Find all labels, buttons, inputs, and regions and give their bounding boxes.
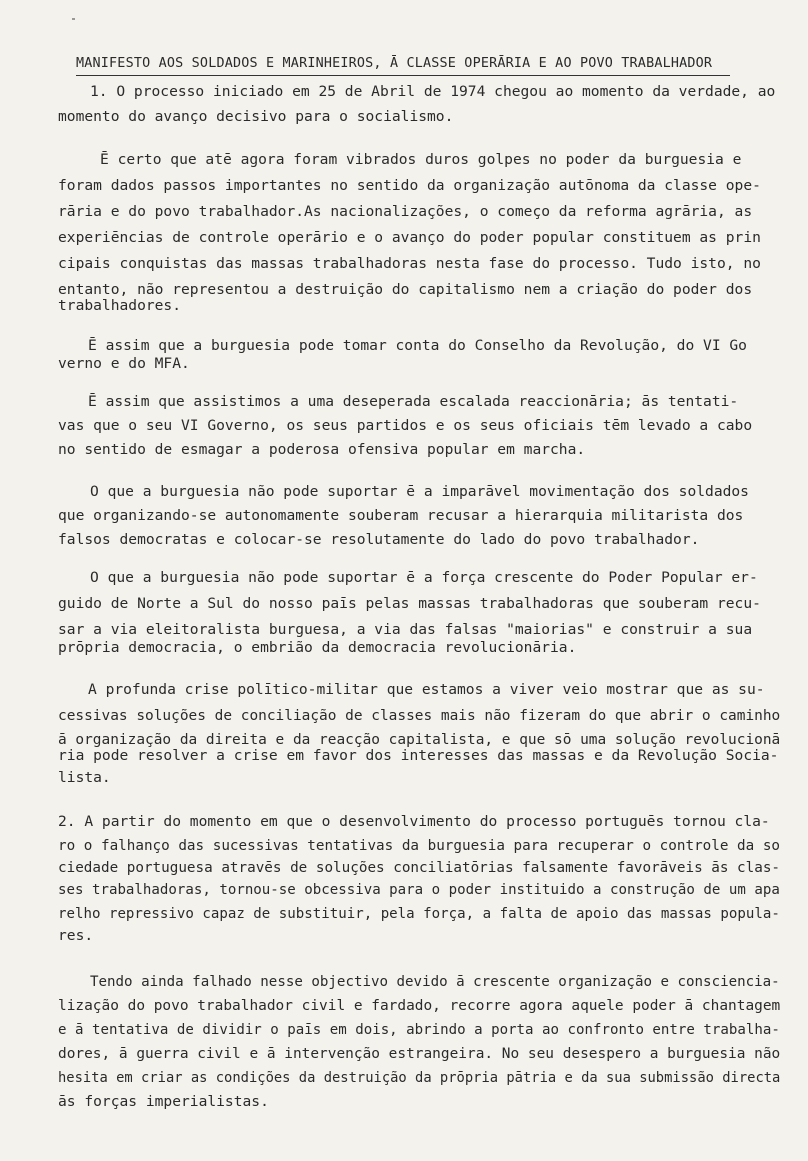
text-line: ria pode resolver a crise em favor dos interesses das massas e da Revolução Socia- <box>58 747 779 764</box>
text-line: hesita em criar as condições da destruição da prōpria pātria e da sua submissão directa <box>58 1069 781 1086</box>
text-line: trabalhadores. <box>58 297 182 314</box>
text-line: e ā tentativa de dividir o paīs em dois, abrindo a porta ao confronto entre trabalha- <box>58 1021 780 1038</box>
text-line: cipais conquistas das massas trabalhadoras nesta fase do processo. Tudo isto, no <box>58 255 761 272</box>
text-line: lização do povo trabalhador civil e fardado, recorre agora aquele poder ā chantagem <box>58 997 781 1014</box>
text-line: guido de Norte a Sul do nosso paīs pelas massas trabalhadoras que souberam recu- <box>58 595 761 612</box>
text-line: que organizando-se autonomamente souberam recusar a hierarquia militarista dos <box>58 507 744 524</box>
text-line: falsos democratas e colocar-se resolutamente do lado do povo trabalhador. <box>58 531 700 548</box>
text-line: 2. A partir do momento em que o desenvolvimento do processo portuguēs tornou cla- <box>58 813 770 830</box>
text-line: Ē assim que a burguesia pode tomar conta do Conselho da Revolução, do VI Go <box>88 337 747 354</box>
text-line: ās forças imperialistas. <box>58 1093 269 1110</box>
text-line: O que a burguesia não pode suportar ē a força crescente do Poder Popular er- <box>90 569 758 586</box>
text-line: Ē assim que assistimos a uma deseperada escalada reaccionāria; ās tentati- <box>88 393 739 410</box>
text-line: rāria e do povo trabalhador.As nacionalizações, o começo da reforma agrāria, as <box>58 203 753 220</box>
text-line: foram dados passos importantes no sentido da organização autōnoma da classe ope- <box>58 177 761 194</box>
text-line: cessivas soluções de conciliação de classes mais não fizeram do que abrir o caminho <box>58 707 781 724</box>
text-line: momento do avanço decisivo para o socialismo. <box>58 108 454 125</box>
text-line: ā organização da direita e da reacção capitalista, e que sō uma solução revolucionā <box>58 731 781 748</box>
text-line: ciedade portuguesa atravēs de soluções conciliatōrias falsamente favorāveis ās clas- <box>58 859 781 876</box>
text-line: Ē certo que atē agora foram vibrados duros golpes no poder da burguesia e <box>100 151 742 168</box>
paper-speck <box>72 18 75 20</box>
text-line: O que a burguesia não pode suportar ē a imparāvel movimentação dos soldados <box>90 483 749 500</box>
text-line: res. <box>58 927 94 944</box>
text-line: vas que o seu VI Governo, os seus partidos e os seus oficiais tēm levado a cabo <box>58 417 753 434</box>
text-line: entanto, não representou a destruição do capitalismo nem a criação do poder dos <box>58 281 753 298</box>
text-line: relho repressivo capaz de substituir, pela força, a falta de apoio das massas popula- <box>58 905 780 922</box>
text-line: A profunda crise polītico-militar que estamos a viver veio mostrar que as su- <box>88 681 765 698</box>
text-line: lista. <box>58 769 111 786</box>
text-line: Tendo ainda falhado nesse objectivo devido ā crescente organização e consciencia- <box>90 973 780 990</box>
text-line: 1. O processo iniciado em 25 de Abril de 1974 chegou ao momento da verdade, ao <box>90 83 776 100</box>
document-title: MANIFESTO AOS SOLDADOS E MARINHEIROS, Ā CLASSE OPERĀRIA E AO POVO TRABALHADOR <box>76 56 730 76</box>
text-line: verno e do MFA. <box>58 355 190 372</box>
text-line: sar a via eleitoralista burguesa, a via das falsas "maiorias" e construir a sua <box>58 621 753 638</box>
text-line: ses trabalhadoras, tornou-se obcessiva para o poder instituido a construção de um apa <box>58 881 780 898</box>
text-line: experiēncias de controle operārio e o avanço do poder popular constituem as prin <box>58 229 761 246</box>
text-line: prōpria democracia, o embrião da democracia revolucionāria. <box>58 639 577 656</box>
text-line: no sentido de esmagar a poderosa ofensiva popular em marcha. <box>58 441 586 458</box>
text-line: dores, ā guerra civil e ā intervenção estrangeira. No seu desespero a burguesia não <box>58 1045 781 1062</box>
text-line: ro o falhanço das sucessivas tentativas da burguesia para recuperar o controle da so <box>58 837 781 854</box>
